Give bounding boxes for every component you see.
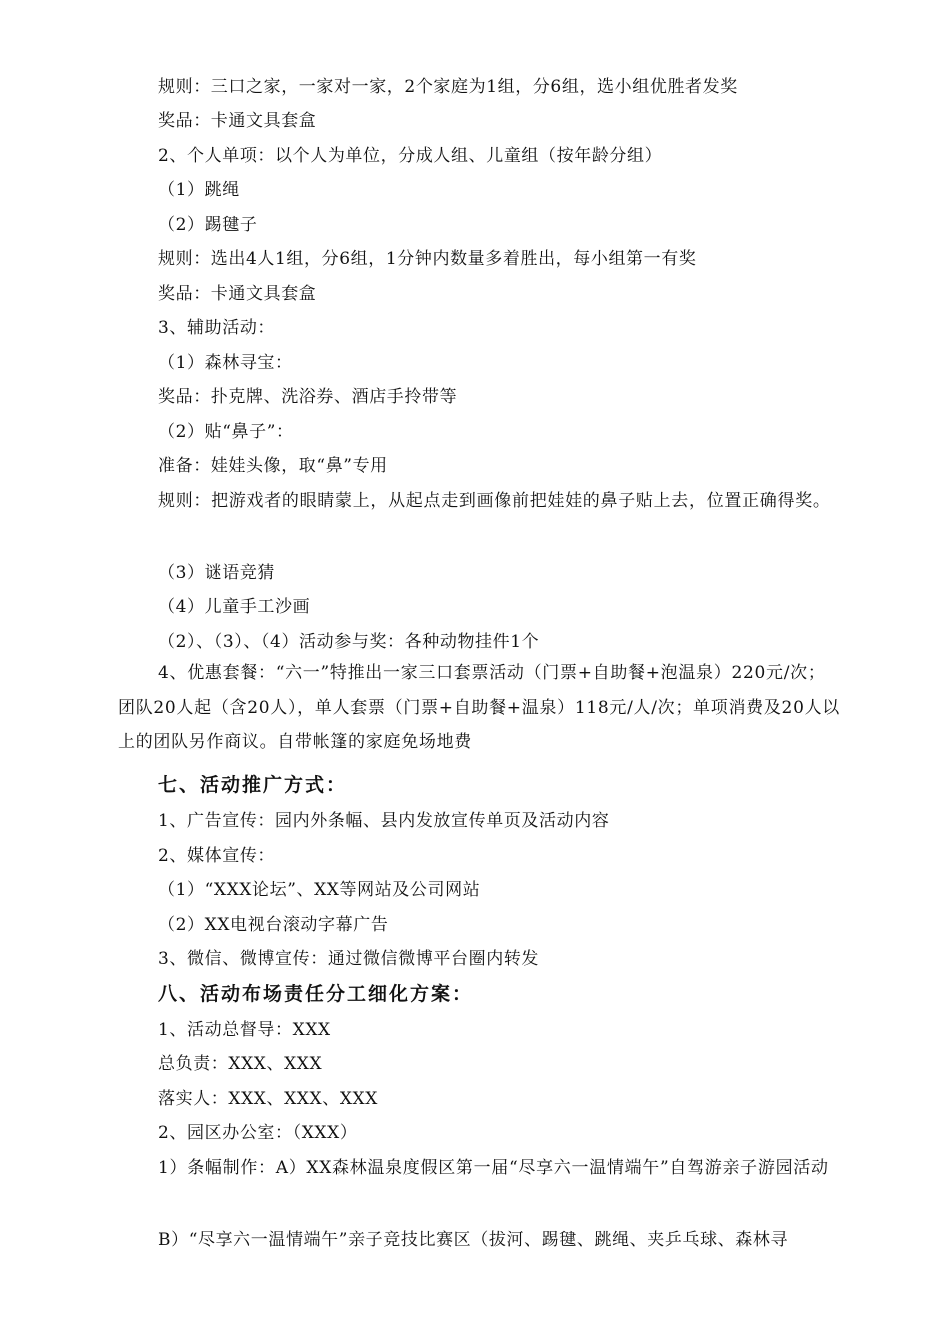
text-paragraph: 规则：把游戏者的眼睛蒙上，从起点走到画像前把娃娃的鼻子贴上去，位置正确得奖。 (158, 491, 831, 511)
text-line: 2、媒体宣传： (158, 846, 276, 866)
text-line: 总负责：XXX、XXX (158, 1054, 323, 1074)
text-line: 3、微信、微博宣传：通过微信微博平台圈内转发 (158, 949, 540, 969)
text-line: 1、活动总督导：XXX (158, 1020, 331, 1040)
text-line: （2）踢毽子 (158, 215, 258, 235)
text-line: （1）跳绳 (158, 180, 240, 200)
text-paragraph: 1）条幅制作：A）XX森林温泉度假区第一届“尽享六一温情端午”自驾游亲子游园活动 (158, 1158, 829, 1178)
text-line: （3）谜语竞猜 (158, 563, 276, 583)
section-heading: 八、活动布场责任分工细化方案： (158, 983, 474, 1005)
text-line: （4）儿童手工沙画 (158, 597, 311, 617)
text-line: 准备：娃娃头像，取“鼻”专用 (158, 456, 388, 476)
text-paragraph: 4、优惠套餐：“六一”特推出一家三口套票活动（门票+自助餐+泡温泉）220元/次；团队20人起（含20人），单人套票（门票+自助餐+温泉）118元/人/次；单项消费及20人以上的团队另作商议。自带帐篷的家庭免场地费 (118, 663, 840, 752)
text-line: 2、园区办公室：（XXX） (158, 1123, 358, 1143)
text-line: （2）XX电视台滚动字幕广告 (158, 915, 389, 935)
text-line: （1）森林寻宝： (158, 353, 293, 373)
text-line: 奖品：扑克牌、洗浴券、酒店手拎带等 (158, 387, 458, 407)
text-line: （2）、（3）、（4）活动参与奖：各种动物挂件1个 (158, 632, 540, 652)
text-line: 3、辅助活动： (158, 318, 276, 338)
text-line: 规则：三口之家，一家对一家，2个家庭为1组，分6组，选小组优胜者发奖 (158, 77, 738, 97)
text-line: 规则：选出4人1组，分6组，1分钟内数量多着胜出，每小组第一有奖 (158, 249, 697, 269)
text-line: 奖品：卡通文具套盒 (158, 111, 317, 131)
text-line: 1、广告宣传：园内外条幅、县内发放宣传单页及活动内容 (158, 811, 610, 831)
text-line: （1）“XXX论坛”、XX等网站及公司网站 (158, 880, 481, 900)
text-line: （2）贴“鼻子”： (158, 422, 294, 442)
text-line: B）“尽享六一温情端午”亲子竞技比赛区（拔河、踢毽、跳绳、夹乒乓球、森林寻 (158, 1230, 789, 1250)
section-heading: 七、活动推广方式： (158, 774, 348, 796)
text-line: 落实人：XXX、XXX、XXX (158, 1089, 378, 1109)
text-line: 2、个人单项：以个人为单位，分成人组、儿童组（按年龄分组） (158, 146, 663, 166)
text-line: 奖品：卡通文具套盒 (158, 284, 317, 304)
